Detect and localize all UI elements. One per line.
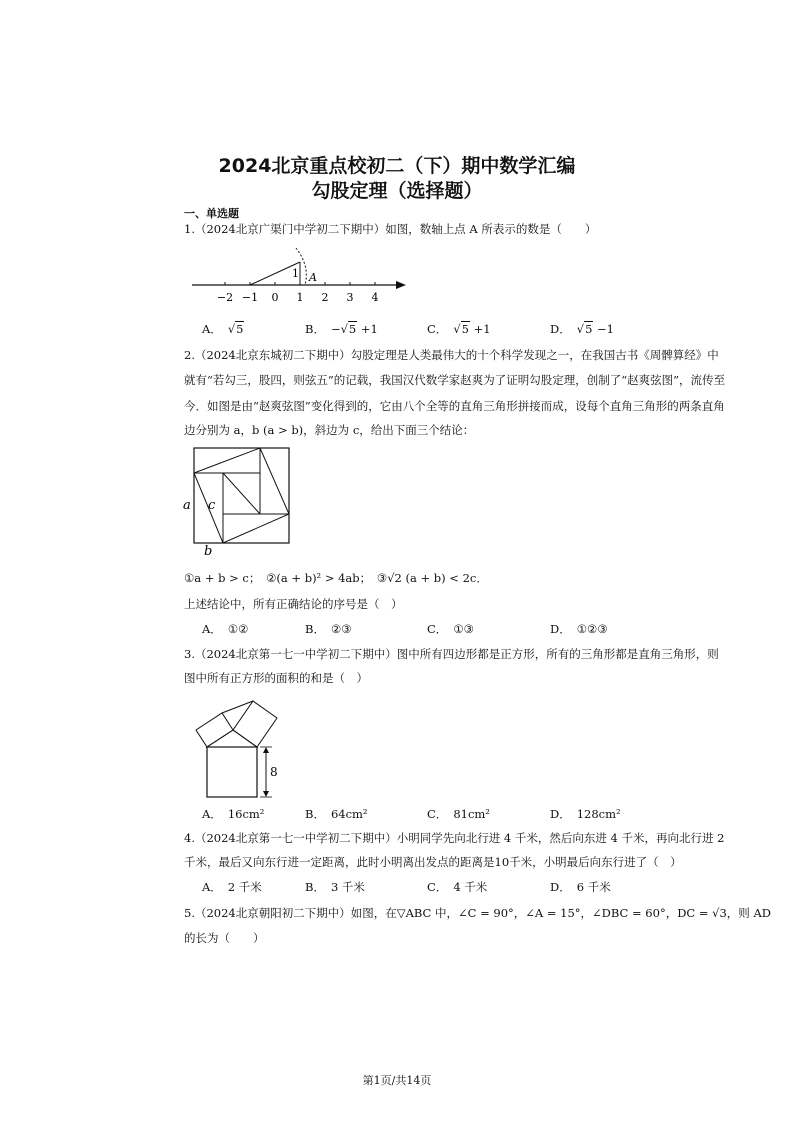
tick-label: −2 <box>216 291 234 304</box>
option-text: 3 千米 <box>330 880 365 894</box>
upper-right-square <box>233 701 277 747</box>
option-text: 6 千米 <box>576 880 611 894</box>
option-label: D． <box>550 880 571 894</box>
option-suffix: +1 <box>469 322 491 336</box>
q2-option-b[interactable] <box>305 621 352 637</box>
option-label: C． <box>427 322 448 336</box>
option-text: ②③ <box>330 622 352 636</box>
option-label: A． <box>202 322 222 336</box>
outer-square <box>194 448 289 543</box>
radicand: 5 <box>461 322 469 336</box>
option-label: A． <box>202 807 222 821</box>
option-text: ①②③ <box>576 622 608 636</box>
tick-label: 0 <box>271 291 279 304</box>
q3-squares-figure <box>180 690 285 802</box>
option-label: D． <box>550 622 571 636</box>
q3-line: 图中所有正方形的面积的和是（ ） <box>184 671 368 685</box>
page-footer: 第1页/共14页 <box>362 1074 432 1087</box>
tick-label: 3 <box>346 291 354 304</box>
q2-line: 就有“若勾三，股四，则弦五”的记载，我国汉代数学家赵爽为了证明勾股定理，创制了“赵爽弦图”，流传至 <box>184 373 726 387</box>
q4-line: 4.（2024北京第一七一中学初二下期中）小明同学先向北行进 4 千米，然后向东进 4 千米，再向北行进 2 <box>184 831 725 845</box>
option-prefix: − <box>330 322 341 336</box>
q3-option-d[interactable] <box>550 806 621 822</box>
axis-arrowhead <box>396 281 406 289</box>
radicand: 5 <box>348 322 357 336</box>
option-label: B． <box>305 622 325 636</box>
right-triangle <box>207 730 257 747</box>
option-label: B． <box>305 880 325 894</box>
option-text: 64cm² <box>330 807 368 821</box>
radicand: 5 <box>585 322 593 336</box>
q2-conclusions: ①a + b > c； ②(a + b)² > 4ab； ③√2 (a + b) < 2c． <box>184 571 488 585</box>
q2-line: 2.（2024北京东城初二下期中）勾股定理是人类最伟大的十个科学发现之一，在我国古书《周髀算经》中 <box>184 348 719 362</box>
q1-option-b[interactable]: B． −√5 +1 <box>305 322 378 336</box>
option-text: ①③ <box>453 622 474 636</box>
q1-option-d[interactable]: D． √5 −1 <box>550 322 614 336</box>
tick-label: 4 <box>371 291 379 304</box>
tick-label: −1 <box>241 291 259 304</box>
option-label: A． <box>202 880 222 894</box>
option-text: ①② <box>227 622 249 636</box>
side-label: 1 <box>292 267 299 280</box>
dimension-label: 8 <box>270 765 278 779</box>
option-text: 4 千米 <box>453 880 488 894</box>
doc-title-line1: 2024北京重点校初二（下）期中数学汇编 <box>218 155 576 177</box>
label-b: b <box>204 544 213 558</box>
point-a-label: A <box>309 271 317 284</box>
q4-option-c[interactable] <box>427 879 487 895</box>
q2-option-c[interactable] <box>427 621 474 637</box>
q4-option-b[interactable] <box>305 879 365 895</box>
option-label: B． <box>305 322 325 336</box>
doc-title-line2: 勾股定理（选择题） <box>311 180 483 202</box>
q3-option-a[interactable] <box>202 806 264 822</box>
q5-line: 5.（2024北京朝阳初二下期中）如图，在▽ABC 中，∠C = 90°，∠A = 15°，∠DBC = 60°，DC = √3，则 AD <box>184 906 771 920</box>
upper-left-square <box>196 713 233 747</box>
q3-line: 3.（2024北京第一七一中学初二下期中）图中所有四边形都是正方形，所有的三角形都是直角三角形，则 <box>184 647 719 661</box>
q1-number-line-figure <box>186 246 416 308</box>
tick-labels <box>217 291 379 304</box>
option-suffix: +1 <box>357 322 378 336</box>
option-label: C． <box>427 807 448 821</box>
radicand: 5 <box>236 322 244 336</box>
q2-zhao-shuang-figure <box>180 443 295 558</box>
bottom-square <box>207 747 257 797</box>
label-c: c <box>208 498 216 513</box>
q3-option-b[interactable] <box>305 806 368 822</box>
q5-line: 的长为（ ） <box>184 931 265 945</box>
q2-line: 今．如图是由“赵爽弦图”变化得到的，它由八个全等的直角三角形拼接而成，设每个直角三角形的两条直角 <box>184 399 725 413</box>
section-heading: 一、单选题 <box>184 207 239 220</box>
q4-option-d[interactable] <box>550 879 611 895</box>
q1-stem: 1.（2024北京广渠门中学初二下期中）如图，数轴上点 A 所表示的数是（ ） <box>184 222 597 236</box>
q1-option-a[interactable]: A． √5 <box>202 322 244 336</box>
option-label: D． <box>550 807 571 821</box>
q2-ask: 上述结论中，所有正确结论的序号是（ ） <box>184 597 403 611</box>
q2-option-a[interactable] <box>202 621 248 637</box>
option-suffix: −1 <box>593 322 614 336</box>
tilted-square <box>194 448 289 543</box>
tick-label: 2 <box>321 291 329 304</box>
q2-line: 边分别为 a，b (a > b)，斜边为 c，给出下面三个结论： <box>184 423 475 437</box>
option-label: A． <box>202 622 222 636</box>
tick-label: 1 <box>296 291 304 304</box>
option-text: 81cm² <box>453 807 490 821</box>
q1-option-c[interactable]: C． √5 +1 <box>427 322 491 336</box>
q4-line: 千米，最后又向东行进一定距离，此时小明离出发点的距离是10千米，小明最后向东行进了（ ） <box>184 855 682 869</box>
option-text: 2 千米 <box>227 880 262 894</box>
option-label: C． <box>427 622 448 636</box>
option-text: 16cm² <box>227 807 265 821</box>
label-a: a <box>183 498 191 513</box>
q3-option-c[interactable] <box>427 806 490 822</box>
option-label: C． <box>427 880 448 894</box>
option-label: B． <box>305 807 325 821</box>
q4-option-a[interactable] <box>202 879 262 895</box>
q2-option-d[interactable] <box>550 621 608 637</box>
option-text: 128cm² <box>576 807 621 821</box>
option-label: D． <box>550 322 571 336</box>
